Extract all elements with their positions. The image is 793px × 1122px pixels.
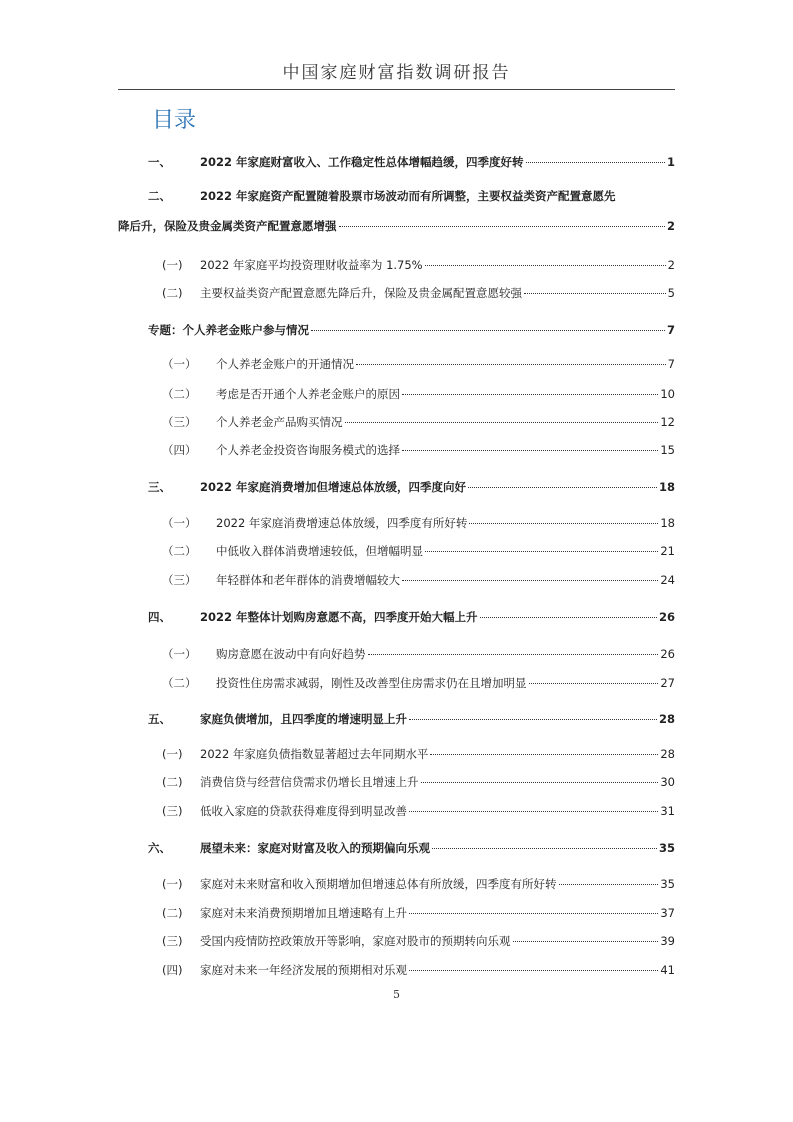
toc-entry-6-4[interactable]: (四) 家庭对未来一年经济发展的预期相对乐观 41 bbox=[162, 963, 675, 977]
dot-leader bbox=[345, 422, 659, 423]
toc-entry-text: 消费信贷与经营信贷需求仍增长且增速上升 bbox=[200, 775, 419, 789]
toc-page-number: 18 bbox=[660, 516, 675, 530]
dot-leader bbox=[480, 617, 657, 618]
toc-page-number: 26 bbox=[660, 647, 675, 661]
toc-page-number: 24 bbox=[660, 573, 675, 587]
toc-entry-text: 投资性住房需求减弱，刚性及改善型住房需求仍在且增加明显 bbox=[216, 676, 527, 690]
toc-page-number: 21 bbox=[660, 544, 675, 558]
toc-page-number: 30 bbox=[660, 775, 675, 789]
dot-leader bbox=[409, 970, 658, 971]
toc-page-number: 39 bbox=[660, 934, 675, 948]
dot-leader bbox=[524, 293, 666, 294]
toc-entry-special-3[interactable]: （三） 个人养老金产品购买情况 12 bbox=[162, 415, 675, 429]
toc-entry-text: 专题：个人养老金账户参与情况 bbox=[148, 323, 309, 337]
toc-entry-4[interactable]: 四、 2022 年整体计划购房意愿不高，四季度开始大幅上升 26 bbox=[148, 610, 675, 624]
toc-entry-4-2[interactable]: （二） 投资性住房需求减弱，刚性及改善型住房需求仍在且增加明显 27 bbox=[162, 676, 675, 690]
toc-page-number: 37 bbox=[660, 906, 675, 920]
dot-leader bbox=[513, 941, 659, 942]
toc-page-number: 7 bbox=[667, 357, 675, 371]
dot-leader bbox=[425, 551, 658, 552]
toc-entry-text: 个人养老金投资咨询服务模式的选择 bbox=[216, 443, 400, 457]
toc-entry-3-1[interactable]: （一） 2022 年家庭消费增速总体放缓，四季度有所好转 18 bbox=[162, 516, 675, 530]
header-divider bbox=[118, 89, 675, 90]
toc-page-number: 12 bbox=[660, 415, 675, 429]
dot-leader bbox=[432, 848, 657, 849]
toc-page-number: 15 bbox=[660, 443, 675, 457]
toc-entry-text: 2022 年家庭负债指数显著超过去年同期水平 bbox=[200, 747, 429, 761]
toc-page-number: 28 bbox=[658, 712, 675, 726]
toc-entry-text: 2022 年家庭消费增速总体放缓，四季度有所好转 bbox=[216, 516, 468, 530]
toc-entry-special[interactable] bbox=[148, 322, 675, 338]
toc-entry-5-1[interactable]: (一) 2022 年家庭负债指数显著超过去年同期水平 28 bbox=[162, 747, 675, 761]
toc-page-number: 35 bbox=[658, 841, 675, 855]
toc-page-number: 18 bbox=[658, 480, 675, 494]
dot-leader bbox=[402, 450, 658, 451]
toc-entry-text: 购房意愿在波动中有向好趋势 bbox=[216, 647, 366, 661]
dot-leader bbox=[402, 394, 658, 395]
dot-leader bbox=[409, 811, 658, 812]
toc-entry-text: 家庭对未来财富和收入预期增加但增速总体有所放缓，四季度有所好转 bbox=[200, 877, 557, 891]
toc-page-number: 26 bbox=[658, 610, 675, 624]
toc-page-number: 1 bbox=[666, 155, 675, 169]
toc-entry-5-3[interactable]: (三) 低收入家庭的贷款获得难度得到明显改善 31 bbox=[162, 804, 675, 818]
toc-entry-6[interactable]: 六、 展望未来：家庭对财富及收入的预期偏向乐观 35 bbox=[148, 841, 675, 855]
dot-leader bbox=[469, 523, 658, 524]
toc-entry-text: 家庭对未来消费预期增加且增速略有上升 bbox=[200, 906, 407, 920]
toc-page-number: 27 bbox=[660, 676, 675, 690]
toc-entry-2-2[interactable]: (二) 主要权益类资产配置意愿先降后升，保险及贵金属配置意愿较强 5 bbox=[162, 286, 675, 300]
toc-page-number: 2 bbox=[666, 219, 675, 233]
toc-page-number: 2 bbox=[667, 258, 675, 272]
dot-leader bbox=[421, 782, 659, 783]
dot-leader bbox=[402, 580, 658, 581]
toc-entry-4-1[interactable]: （一） 购房意愿在波动中有向好趋势 26 bbox=[162, 647, 675, 661]
toc-entry-text: 中低收入群体消费增速较低，但增幅明显 bbox=[216, 544, 423, 558]
toc-entry-5[interactable]: 五、 家庭负债增加，且四季度的增速明显上升 28 bbox=[148, 712, 675, 726]
toc-entry-text: 低收入家庭的贷款获得难度得到明显改善 bbox=[200, 804, 407, 818]
toc-entry-text: 2022 年家庭财富收入、工作稳定性总体增幅趋缓，四季度好转 bbox=[200, 155, 524, 169]
dot-leader bbox=[368, 654, 659, 655]
page-header-title: 中国家庭财富指数调研报告 bbox=[282, 63, 511, 83]
toc-entry-text: 降后升，保险及贵金属类资产配置意愿增强 bbox=[118, 219, 337, 233]
toc-entry-6-1[interactable]: (一) 家庭对未来财富和收入预期增加但增速总体有所放缓，四季度有所好转 35 bbox=[162, 877, 675, 891]
toc-entry-special-1[interactable]: （一） 个人养老金账户的开通情况 7 bbox=[162, 357, 675, 371]
toc-entry-text: 2022 年家庭消费增加但增速总体放缓，四季度向好 bbox=[200, 480, 467, 494]
toc-entry-2-line2[interactable] bbox=[118, 218, 675, 234]
toc-entry-text: 年轻群体和老年群体的消费增幅较大 bbox=[216, 573, 400, 587]
dot-leader bbox=[425, 265, 666, 266]
toc-entry-text: 主要权益类资产配置意愿先降后升，保险及贵金属配置意愿较强 bbox=[200, 286, 522, 300]
toc-entry-6-2[interactable]: (二) 家庭对未来消费预期增加且增速略有上升 37 bbox=[162, 906, 675, 920]
toc-entry-text: 2022 年家庭资产配置随着股票市场波动而有所调整，主要权益类资产配置意愿先 bbox=[200, 189, 616, 203]
toc-page-number: 5 bbox=[667, 286, 675, 300]
toc-page-number: 35 bbox=[660, 877, 675, 891]
dot-leader bbox=[468, 487, 657, 488]
dot-leader bbox=[559, 884, 659, 885]
toc-page-number: 41 bbox=[660, 963, 675, 977]
toc-entry-text: 考虑是否开通个人养老金账户的原因 bbox=[216, 387, 400, 401]
toc-entry-2-1[interactable]: (一) 2022 年家庭平均投资理财收益率为 1.75% 2 bbox=[162, 258, 675, 272]
toc-entry-text: 受国内疫情防控政策放开等影响，家庭对股市的预期转向乐观 bbox=[200, 934, 511, 948]
toc-entry-text: 2022 年家庭平均投资理财收益率为 1.75% bbox=[200, 258, 423, 272]
toc-page-number: 10 bbox=[660, 387, 675, 401]
dot-leader bbox=[409, 913, 658, 914]
toc-entry-special-2[interactable]: （二） 考虑是否开通个人养老金账户的原因 10 bbox=[162, 387, 675, 401]
toc-entry-2-line1[interactable]: 二、 2022 年家庭资产配置随着股票市场波动而有所调整，主要权益类资产配置意愿先 bbox=[148, 189, 616, 203]
dot-leader bbox=[409, 719, 657, 720]
toc-entry-3-3[interactable]: （三） 年轻群体和老年群体的消费增幅较大 24 bbox=[162, 573, 675, 587]
dot-leader bbox=[529, 683, 659, 684]
toc-entry-special-4[interactable]: （四） 个人养老金投资咨询服务模式的选择 15 bbox=[162, 443, 675, 457]
toc-entry-5-2[interactable]: (二) 消费信贷与经营信贷需求仍增长且增速上升 30 bbox=[162, 775, 675, 789]
dot-leader bbox=[526, 162, 665, 163]
dot-leader bbox=[430, 754, 658, 755]
toc-title: 目录 bbox=[152, 108, 197, 133]
dot-leader bbox=[339, 226, 665, 227]
toc-entry-text: 展望未来：家庭对财富及收入的预期偏向乐观 bbox=[200, 841, 430, 855]
toc-entry-1[interactable]: 一、 2022 年家庭财富收入、工作稳定性总体增幅趋缓，四季度好转 1 bbox=[148, 155, 675, 169]
toc-page-number: 28 bbox=[660, 747, 675, 761]
toc-page-number: 7 bbox=[666, 323, 675, 337]
toc-entry-text: 家庭负债增加，且四季度的增速明显上升 bbox=[200, 712, 407, 726]
toc-entry-3[interactable]: 三、 2022 年家庭消费增加但增速总体放缓，四季度向好 18 bbox=[148, 480, 675, 494]
toc-entry-text: 2022 年整体计划购房意愿不高，四季度开始大幅上升 bbox=[200, 610, 478, 624]
toc-page-number: 31 bbox=[660, 804, 675, 818]
toc-entry-text: 个人养老金账户的开通情况 bbox=[216, 357, 354, 371]
toc-entry-text: 个人养老金产品购买情况 bbox=[216, 415, 343, 429]
dot-leader bbox=[311, 330, 665, 331]
toc-entry-6-3[interactable]: (三) 受国内疫情防控政策放开等影响，家庭对股市的预期转向乐观 39 bbox=[162, 934, 675, 948]
toc-entry-text: 家庭对未来一年经济发展的预期相对乐观 bbox=[200, 963, 407, 977]
toc-entry-3-2[interactable]: （二） 中低收入群体消费增速较低，但增幅明显 21 bbox=[162, 544, 675, 558]
dot-leader bbox=[356, 364, 666, 365]
page-footer-number: 5 bbox=[393, 988, 400, 1001]
